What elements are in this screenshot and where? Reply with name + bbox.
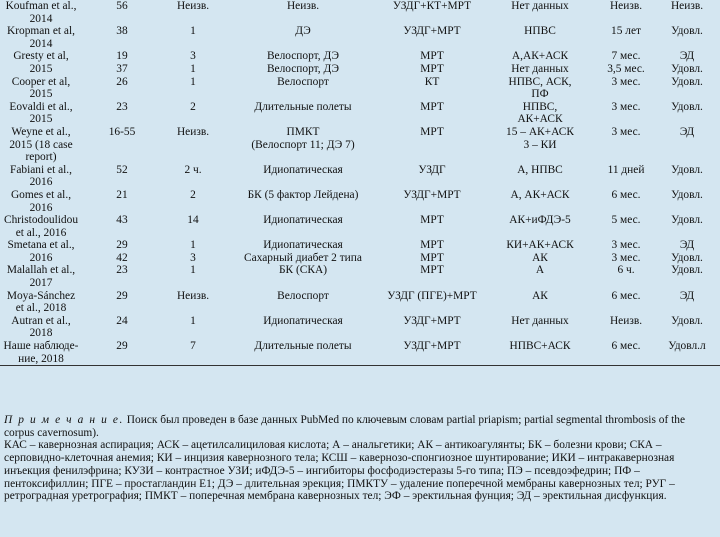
cell-line: Сахарный диабет 2 типа [244,251,362,264]
cell-cause [224,189,382,214]
table-row [0,264,720,289]
cell-age [82,264,162,289]
cell-line: 1 [190,239,196,252]
cell-line: УЗДГ+МРТ [403,25,461,38]
cell-line: НПВС, АСК, [508,75,572,88]
cell-followup [598,214,654,239]
cell-line: Неизв. [670,0,704,12]
cell-line: КТ [424,75,440,88]
cell-line: КИ+АК+АСК [506,239,574,252]
cell-line: 7 мес. [611,50,641,63]
cell-line: Идиопатическая [263,163,343,176]
cell-line: 2 [190,100,196,113]
cell-line: (Велоспорт 11; ДЭ 7) [251,138,355,151]
cell-age [82,25,162,50]
cell-line: Идиопатическая [263,214,343,227]
cell-line: Kropman et al, [6,25,75,38]
cell-treatment [482,101,598,126]
cell-line: Удовл. [671,25,703,38]
cell-line: БК (5 фактор Лейдена) [247,188,359,201]
note-search [4,414,714,439]
note-search-text: Поиск был проведен в базе данных PubMed по ключевым словам partial priapism; partial segmental thrombosis of the corpus cavernosum). [4,414,685,439]
cell-line: 2014 [29,12,53,25]
cell-line: НПВС, [522,100,558,113]
cell-duration [162,290,224,315]
cell-duration [162,126,224,164]
cell-author [0,214,82,239]
cell-line: 14 [187,214,199,227]
cell-outcome [654,76,720,101]
cell-diagnosis [382,50,482,75]
cell-line: Cooper et al, [11,75,71,88]
cell-diagnosis [382,126,482,164]
cell-followup [598,76,654,101]
table-row [0,0,720,25]
note-label: П р и м е ч а н и е. [4,414,124,426]
cell-line: 6 мес. [611,340,641,353]
cell-treatment [482,0,598,25]
cell-line: 2018 [29,327,53,340]
table-note [4,414,714,503]
cell-line: Неизв. [176,289,210,302]
cell-line: Gomes et al., [10,188,72,201]
cell-line: А, НПВС [517,163,563,176]
note-abbreviations: КАС – кавернозная аспирация; АСК – ацетилсалициловая кислота; А – анальгетики; АК – антикоагулянты; БК – болезни крови; СКА – серповидно-клеточная анемия; КИ – инцизия кавернозного тела; КСШ – кавернозо-спонгиозное шунтирование; ИКИ – интракавернозная инъекция фенилэфрина; КУЗИ – контрастное УЗИ; иФДЭ-5 – ингибиторы фосфодиэстеразы 5-го типа; ПЭ – псевдоэфедрин; ПФ – пентоксифиллин; ПГЕ – простагландин Е1; ДЭ – длительная эрекция; ПМКТУ – удаление поперечной мембраны кавернозных тел; РУГ – ретроградная уретрография; ПМКТ – поперечная мембрана кавернозных тел; ЭФ – эректильная фунция; ЭД – эректильная дисфункция. [4,439,675,503]
cell-line: et al., 2018 [15,302,67,315]
cell-line: УЗДГ+МРТ [403,340,461,353]
cell-line: Удовл. [671,100,703,113]
cell-line: Удовл. [671,62,703,75]
cell-diagnosis [382,76,482,101]
cell-line: ЭД [679,125,695,138]
cell-duration [162,214,224,239]
cell-line: 2015 [29,88,53,101]
cell-diagnosis [382,101,482,126]
cell-author [0,76,82,101]
cell-line: ЭД [679,50,695,63]
cell-line: Удовл. [671,75,703,88]
cell-line: 3 мес. [611,75,641,88]
cell-line: 2016 [29,201,53,214]
cell-duration [162,25,224,50]
cell-age [82,315,162,340]
cell-age [82,239,162,264]
cell-line: 6 мес. [611,188,641,201]
cell-line: МРТ [420,251,444,264]
cell-outcome [654,164,720,189]
cell-line: 21 [116,188,128,201]
cell-line: ЭД [679,239,695,252]
cell-cause [224,76,382,101]
cell-author [0,164,82,189]
cell-duration [162,50,224,75]
cell-treatment [482,239,598,264]
cell-followup [598,0,654,25]
cell-line: МРТ [420,125,444,138]
table-row [0,340,720,366]
cell-line: 23 [116,264,128,277]
cell-followup [598,264,654,289]
cell-line: 15 лет [611,25,641,38]
cell-line: 3 [190,50,196,63]
cell-cause [224,50,382,75]
cell-cause [224,0,382,25]
cell-line: Длительные полеты [254,340,352,353]
cell-line: МРТ [420,214,444,227]
cell-diagnosis [382,25,482,50]
cell-age [82,340,162,366]
cell-line: 2016 [29,176,53,189]
cell-line: 26 [116,75,128,88]
cell-line: НПВС+АСК [509,340,571,353]
cell-line: 56 [116,0,128,12]
cell-line: 24 [116,314,128,327]
cell-line: Christodoulidou [3,214,79,227]
cell-line: АК+иФДЭ-5 [509,214,571,227]
cell-line: МРТ [420,100,444,113]
cell-line: Удовл. [671,214,703,227]
cell-line: 6 ч. [617,264,635,277]
cell-line: Удовл.л [668,340,706,353]
cell-line: МРТ [420,264,444,277]
cell-line: ДЭ [295,25,311,38]
cell-line: Нет данных [511,62,569,75]
cell-followup [598,50,654,75]
cell-author [0,239,82,264]
cell-line: Длительные полеты [254,100,352,113]
cell-line: 2 ч. [184,163,202,176]
cell-age [82,76,162,101]
table-row [0,315,720,340]
cell-line: 23 [116,100,128,113]
cell-followup [598,126,654,164]
cell-cause [224,126,382,164]
cell-line: ЭД [679,289,695,302]
cell-line: МРТ [420,62,444,75]
cell-diagnosis [382,164,482,189]
cell-line: 29 [116,289,128,302]
cell-outcome [654,0,720,25]
cell-line: 5 мес. [611,214,641,227]
cell-line: А, АК+АСК [510,188,570,201]
table-row [0,50,720,75]
cell-outcome [654,101,720,126]
cell-duration [162,164,224,189]
cell-cause [224,214,382,239]
cell-line: Велоспорт [277,75,329,88]
cell-line: 1 [190,314,196,327]
cell-line: Eovaldi et al., [9,100,73,113]
table-row [0,214,720,239]
cell-outcome [654,264,720,289]
cell-line: 3 мес. [611,239,641,252]
cell-line: Удовл. [671,251,703,264]
cell-line: Неизв. [286,0,320,12]
cell-line: МРТ [420,239,444,252]
cell-line: 19 [116,50,128,63]
cell-line: Удовл. [671,264,703,277]
cell-age [82,214,162,239]
cell-line: 3 – КИ [523,138,557,151]
cell-cause [224,25,382,50]
cell-followup [598,189,654,214]
cell-line: Велоспорт, ДЭ [266,50,340,63]
cell-line: 7 [190,340,196,353]
cell-line: 2 [190,188,196,201]
table-row [0,239,720,264]
cell-line: АК [532,251,548,264]
table-row [0,101,720,126]
cell-line: 2017 [29,277,53,290]
cell-followup [598,340,654,366]
cell-line: Fabiani et al., [10,163,72,176]
cell-duration [162,315,224,340]
cell-outcome [654,340,720,366]
cell-line: et al., 2016 [15,226,67,239]
cell-outcome [654,126,720,164]
cell-treatment [482,290,598,315]
cell-line: 2016 [29,251,53,264]
cell-line: 3 мес. [611,125,641,138]
cell-line: МРТ [420,50,444,63]
cell-treatment [482,214,598,239]
cell-age [82,164,162,189]
cell-treatment [482,126,598,164]
cell-line: Koufman et al., [5,0,77,12]
cell-age [82,0,162,25]
cell-line: 3 [190,251,196,264]
cell-line: Weyne et al., [11,125,71,138]
cell-diagnosis [382,264,482,289]
cell-treatment [482,315,598,340]
cell-duration [162,76,224,101]
cell-age [82,126,162,164]
cell-duration [162,101,224,126]
cell-author [0,126,82,164]
cell-diagnosis [382,239,482,264]
cell-diagnosis [382,315,482,340]
cell-line: Наше наблюде- [3,340,79,353]
cell-outcome [654,25,720,50]
cell-line: 11 дней [607,163,645,176]
cell-treatment [482,25,598,50]
cell-outcome [654,315,720,340]
cell-line: Нет данных [511,314,569,327]
cell-line: УЗДГ+МРТ [403,188,461,201]
cell-diagnosis [382,214,482,239]
cell-line: Нет данных [511,0,569,12]
cell-duration [162,0,224,25]
cell-line: Malallah et al., [6,264,76,277]
cell-outcome [654,189,720,214]
cell-line: УЗДГ (ПГЕ)+МРТ [387,289,477,302]
cell-treatment [482,189,598,214]
table-row [0,76,720,101]
cell-diagnosis [382,290,482,315]
cell-outcome [654,214,720,239]
table-row [0,126,720,164]
cell-line: Удовл. [671,188,703,201]
cell-author [0,101,82,126]
cell-duration [162,189,224,214]
cell-age [82,50,162,75]
cell-line: Велоспорт [277,289,329,302]
cell-cause [224,340,382,366]
cell-line: 1 [190,25,196,38]
cell-line: 3,5 мес. [607,62,645,75]
table-row [0,290,720,315]
cell-line: 42 [116,251,128,264]
cell-line: Неизв. [176,125,210,138]
cell-followup [598,239,654,264]
cell-line: Неизв. [176,0,210,12]
cell-outcome [654,50,720,75]
cell-line: Gresty et al, [13,50,69,63]
cell-line: 2015 [29,113,53,126]
cell-followup [598,290,654,315]
cell-line: 2015 (18 case [9,138,73,151]
cell-diagnosis [382,0,482,25]
cell-followup [598,315,654,340]
cell-line: ПФ [531,88,549,101]
cell-cause [224,101,382,126]
cell-author [0,50,82,75]
cell-line: 29 [116,340,128,353]
cell-author [0,340,82,366]
cell-line: 15 – АК+АСК [506,125,574,138]
cell-line: УЗДГ+МРТ [403,314,461,327]
cell-line: УЗДГ+КТ+МРТ [392,0,472,12]
cell-line: Неизв. [609,0,643,12]
cell-followup [598,101,654,126]
cell-line: НПВС [524,25,556,38]
cell-cause [224,290,382,315]
cell-diagnosis [382,189,482,214]
cell-line: 3 мес. [611,100,641,113]
table-row [0,189,720,214]
cell-author [0,0,82,25]
cell-line: А [535,264,545,277]
cell-line: 1 [190,62,196,75]
cell-author [0,25,82,50]
cell-line: Велоспорт, ДЭ [266,62,340,75]
cell-line: report) [25,151,57,164]
table-row [0,164,720,189]
cell-line: Удовл. [671,163,703,176]
cell-age [82,189,162,214]
cell-line: Smetana et al., [7,239,75,252]
cell-age [82,101,162,126]
cell-outcome [654,239,720,264]
cell-treatment [482,50,598,75]
cell-line: Autran et al., [11,314,71,327]
cell-line: 29 [116,239,128,252]
cell-author [0,264,82,289]
cell-line: ПМКТ [286,125,320,138]
cell-line: 52 [116,163,128,176]
cell-cause [224,164,382,189]
cell-line: 1 [190,264,196,277]
cell-line: Идиопатическая [263,314,343,327]
cell-line: УЗДГ [418,163,446,176]
cell-line: 37 [116,62,128,75]
cell-cause [224,239,382,264]
cell-line: 3 мес. [611,251,641,264]
cell-author [0,315,82,340]
cell-line: АК [532,289,548,302]
cell-line: Неизв. [609,314,643,327]
cell-duration [162,239,224,264]
cell-duration [162,264,224,289]
cell-author [0,189,82,214]
cell-treatment [482,76,598,101]
cell-line: 2014 [29,37,53,50]
cell-line: А,АК+АСК [511,50,569,63]
table-row [0,25,720,50]
cell-treatment [482,164,598,189]
cell-duration [162,340,224,366]
cell-author [0,290,82,315]
cell-line: 16-55 [108,125,136,138]
cell-outcome [654,290,720,315]
cell-age [82,290,162,315]
cell-cause [224,264,382,289]
cell-treatment [482,340,598,366]
cell-diagnosis [382,340,482,366]
cell-followup [598,25,654,50]
cell-line: 38 [116,25,128,38]
cell-cause [224,315,382,340]
cell-line: 2015 [29,62,53,75]
cell-line: АК+АСК [517,113,563,126]
cell-treatment [482,264,598,289]
cell-line: Moya-Sánchez [6,289,76,302]
cell-line: 6 мес. [611,289,641,302]
cell-followup [598,164,654,189]
cell-line: 1 [190,75,196,88]
cell-line: ние, 2018 [18,352,64,365]
cell-line: БК (СКА) [279,264,327,277]
cell-line: 43 [116,214,128,227]
cell-line: Удовл. [671,314,703,327]
cell-line: Идиопатическая [263,239,343,252]
